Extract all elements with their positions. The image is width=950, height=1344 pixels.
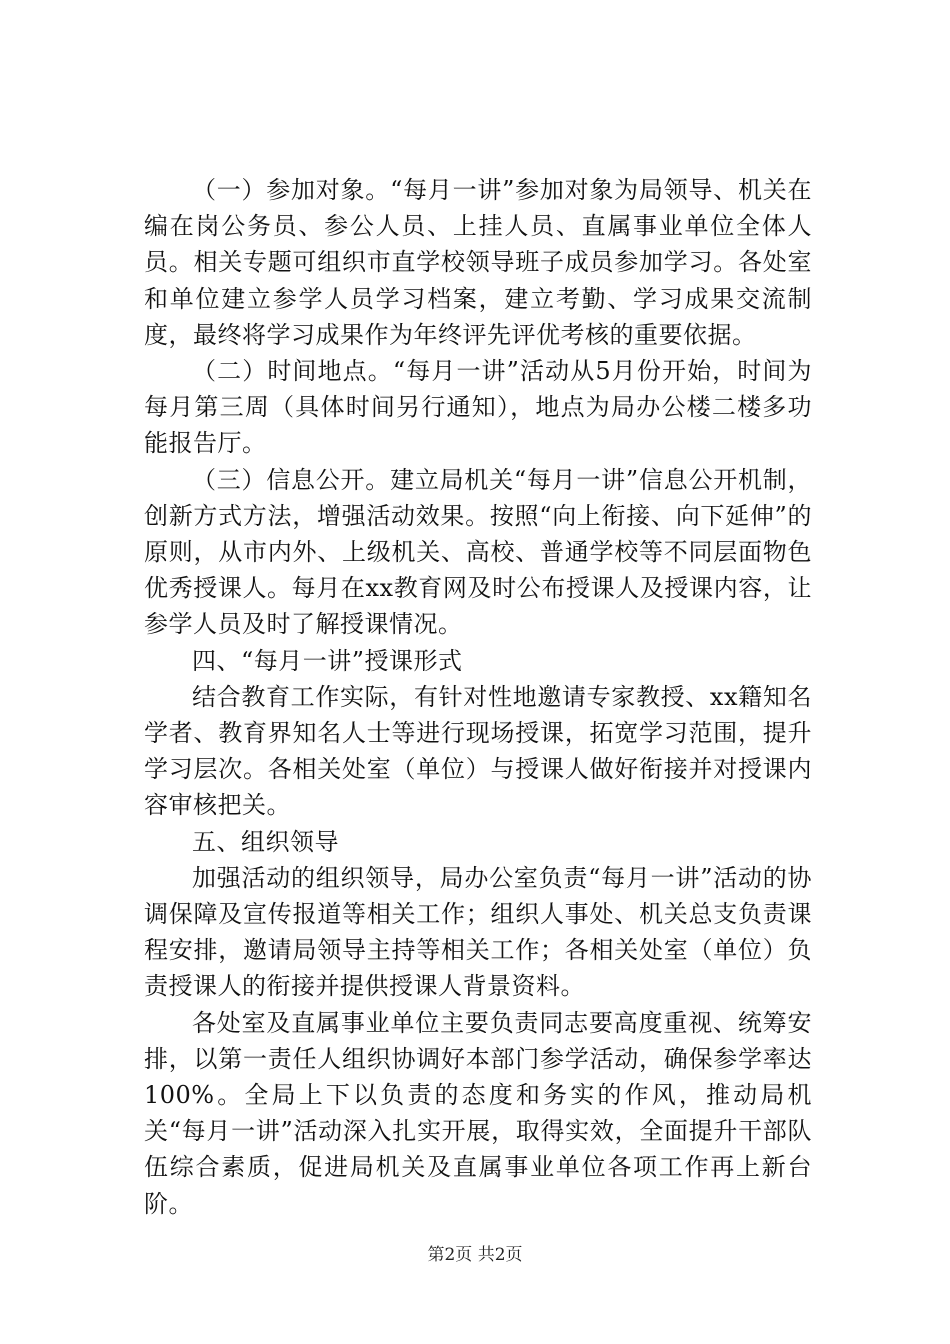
paragraph-format: 结合教育工作实际，有针对性地邀请专家教授、xx籍知名学者、教育界知名人士等进行现场授课，拓宽学习范围，提升学习层次。各相关处室（单位）与授课人做好衔接并对授课内容审核把关。	[144, 682, 812, 820]
paragraph-info-disclosure: （三）信息公开。建立局机关“每月一讲”信息公开机制，创新方式方法，增强活动效果。按照“向上衔接、向下延伸”的原则，从市内外、上级机关、高校、普通学校等不同层面物色优秀授课人。每月在xx教育网及时公布授课人及授课内容，让参学人员及时了解授课情况。	[144, 465, 812, 639]
paragraph-participants: （一）参加对象。“每月一讲”参加对象为局领导、机关在编在岗公务员、参公人员、上挂人员、直属事业单位全体人员。相关专题可组织市直学校领导班子成员参加学习。各处室和单位建立参学人员学习档案，建立考勤、学习成果交流制度，最终将学习成果作为年终评先评优考核的重要依据。	[144, 176, 812, 349]
document-body	[144, 172, 812, 1222]
page-number-footer: 第2页 共2页	[427, 1245, 523, 1265]
section-heading-format: 四、“每月一讲”授课形式	[192, 646, 463, 675]
paragraph-responsibility: 各处室及直属事业单位主要负责同志要高度重视、统筹安排，以第一责任人组织协调好本部门参学活动，确保参学率达100%。全局上下以负责的态度和务实的作风，推动局机关“每月一讲”活动深入扎实开展，取得实效，全面提升干部队伍综合素质，促进局机关及直属事业单位各项工作再上新台阶。	[144, 1008, 812, 1218]
paragraph-time-location: （二）时间地点。“每月一讲”活动从5月份开始，时间为每月第三周（具体时间另行通知），地点为局办公楼二楼多功能报告厅。	[144, 357, 812, 458]
paragraph-leadership: 加强活动的组织领导，局办公室负责“每月一讲”活动的协调保障及宣传报道等相关工作；组织人事处、机关总支负责课程安排，邀请局领导主持等相关工作；各相关处室（单位）负责授课人的衔接并提供授课人背景资料。	[144, 863, 812, 1001]
section-heading-leadership: 五、组织领导	[192, 827, 339, 856]
